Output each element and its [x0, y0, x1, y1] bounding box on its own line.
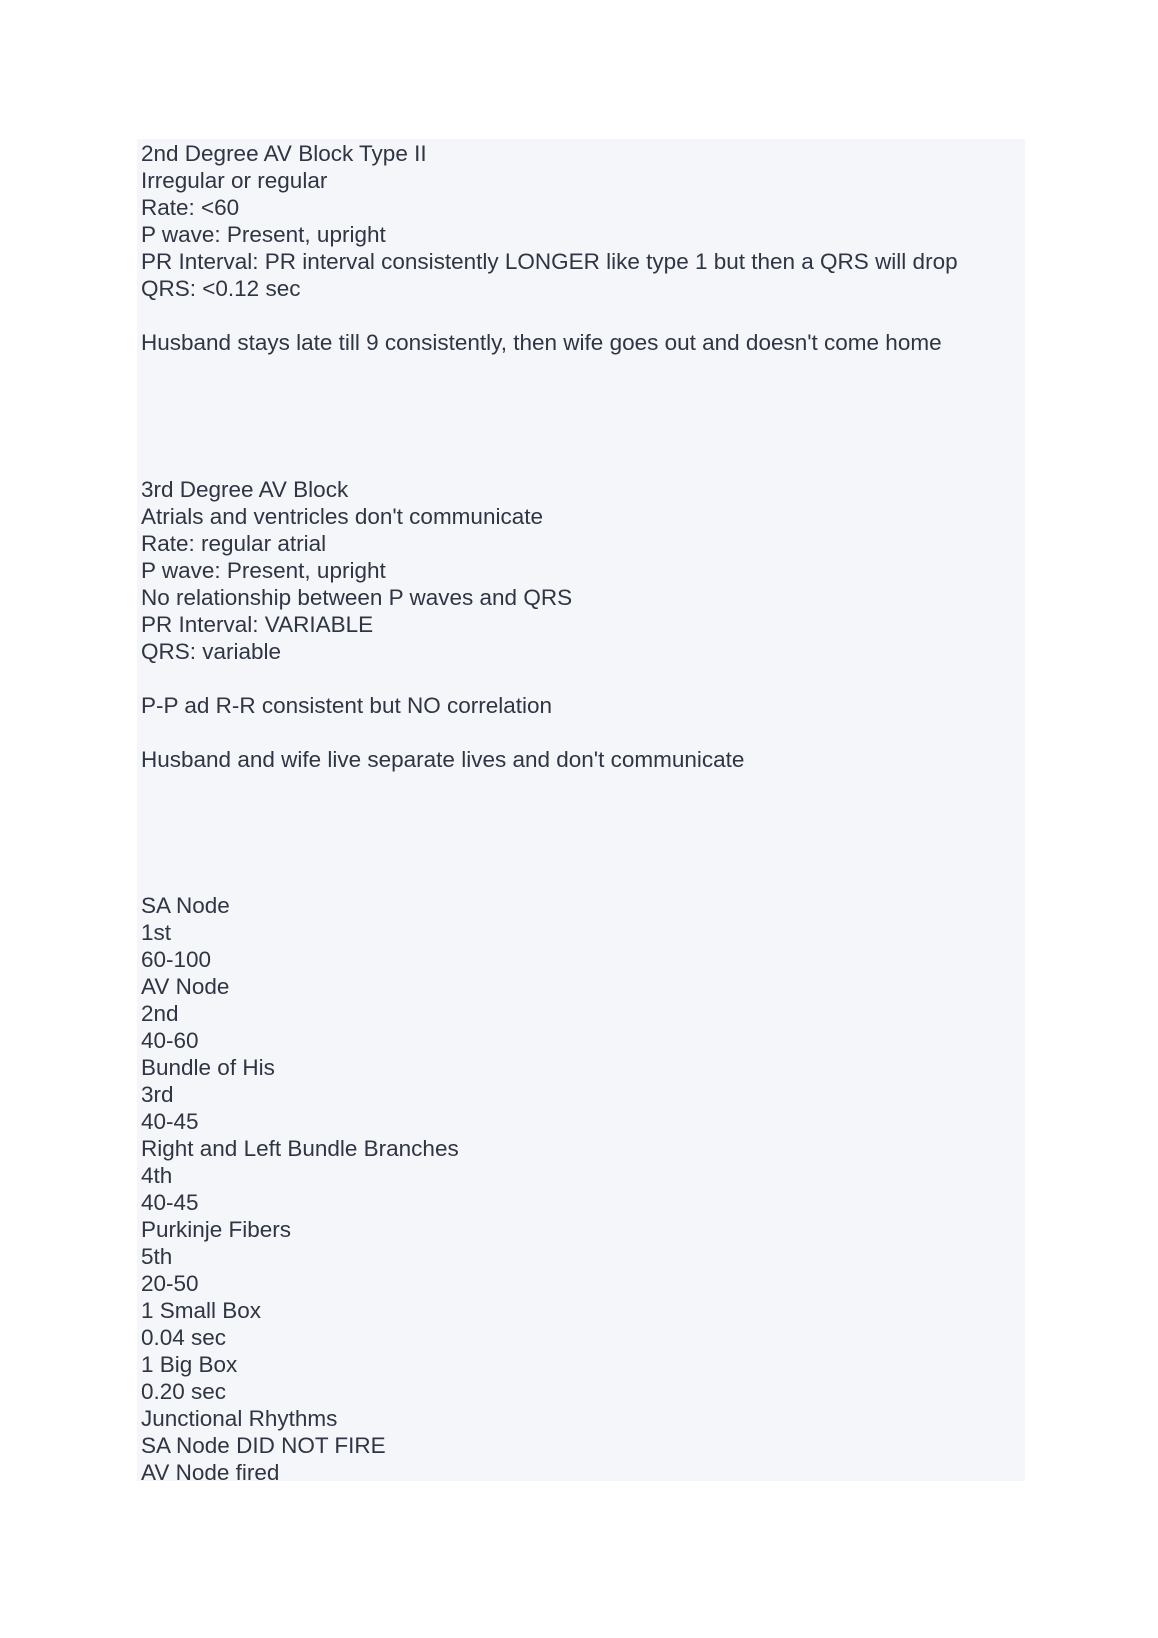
text-line: SA Node: [141, 893, 230, 918]
text-line: 4th: [141, 1163, 173, 1188]
spacer: [141, 719, 1021, 746]
text-line: 2nd: [141, 1001, 179, 1026]
text-line: P wave: Present, upright: [141, 222, 386, 247]
spacer: [141, 302, 1021, 329]
section-title: 2nd Degree AV Block Type II: [141, 141, 427, 166]
section-2nd-degree-av-block-type-ii: [141, 140, 1021, 356]
text-line: Purkinje Fibers: [141, 1217, 292, 1242]
text-line: 3rd: [141, 1082, 174, 1107]
text-line: QRS: <0.12 sec: [141, 276, 301, 301]
text-line: SA Node DID NOT FIRE: [141, 1433, 386, 1458]
mnemonic-text: Husband and wife live separate lives and don't communicate: [141, 747, 745, 772]
text-line: AV Node fired: [141, 1460, 280, 1485]
text-line: Rate: regular atrial: [141, 531, 327, 556]
document-content: [141, 140, 1021, 1486]
text-line: P wave: Present, upright: [141, 558, 386, 583]
text-line: 20-50: [141, 1271, 199, 1296]
text-line: 40-45: [141, 1109, 199, 1134]
text-line: Atrials and ventricles don't communicate: [141, 504, 543, 529]
spacer: [141, 665, 1021, 692]
text-line: No relationship between P waves and QRS: [141, 585, 573, 610]
section-3rd-degree-av-block: [141, 476, 1021, 773]
spacer: [141, 356, 1021, 476]
text-line: Right and Left Bundle Branches: [141, 1136, 459, 1161]
text-line: 60-100: [141, 947, 212, 972]
text-line: 0.20 sec: [141, 1379, 227, 1404]
text-line: 1 Small Box: [141, 1298, 262, 1323]
text-line: Bundle of His: [141, 1055, 275, 1080]
text-line: 5th: [141, 1244, 173, 1269]
text-line: Irregular or regular: [141, 168, 328, 193]
section-conduction-pacemakers: [141, 892, 1021, 1486]
text-line: 1st: [141, 920, 172, 945]
text-line: 1 Big Box: [141, 1352, 238, 1377]
text-line: PR Interval: VARIABLE: [141, 612, 374, 637]
spacer: [141, 773, 1021, 892]
text-line: QRS: variable: [141, 639, 282, 664]
section-title: 3rd Degree AV Block: [141, 477, 349, 502]
text-line: PR Interval: PR interval consistently LONGER like type 1 but then a QRS will drop: [141, 249, 958, 274]
text-line: 40-45: [141, 1190, 199, 1215]
text-line: 0.04 sec: [141, 1325, 227, 1350]
text-line: AV Node: [141, 974, 230, 999]
text-line: Rate: <60: [141, 195, 240, 220]
note-text: P-P ad R-R consistent but NO correlation: [141, 693, 553, 718]
mnemonic-text: Husband stays late till 9 consistently, then wife goes out and doesn't come home: [141, 330, 942, 355]
text-line: Junctional Rhythms: [141, 1406, 338, 1431]
text-line: 40-60: [141, 1028, 199, 1053]
